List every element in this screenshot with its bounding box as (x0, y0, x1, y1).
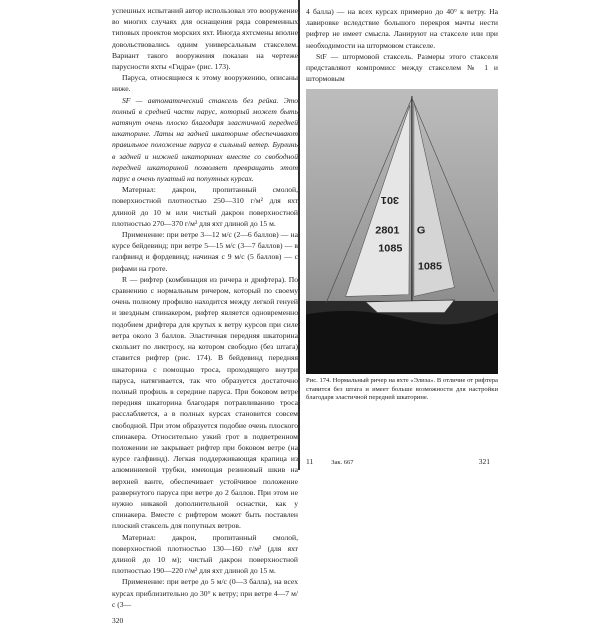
paragraph: StF — штормовой стаксель. Размеры этого стакселя представляют компромисс между стакселем № 1 и штормовым (306, 51, 498, 84)
order-number: Зак. 667 (331, 459, 354, 466)
figure-caption: Рис. 174. Нормальный ричер на яхте «Элиза». В отличие от рифтера ставится без штага и имеет больше возможности для настройки благодаря эластичной передней шкаторине. (306, 377, 498, 402)
paragraph: R — рифтер (комбинация из ричера и дрифтера). По сравнению с нормальным ричером, который по своему очень полному профилю находится между легкой генуей и звездным спинакером, рифтер является одновременно подобием дрифтера для крутых к ветру курсов при силе ветра около 3 баллов. Эластичная передняя шкаторина скользит по ликтросу, на котором свободно (без штага) ставится рифтер (рис. 174). В бейдевинд передняя шкаторина с помощью троса, проходящего внутри паруса, натягивается, так что образуется достаточно полный профиль в середине паруса. При боковом ветре передняя шкаторина благодаря потравливанию троса расслабляется, а в полных курсах становится совсем свободной. При этом образуется подобие очень плоского спинакера. Относительно узкий грот в подветренном положении не закрывает рифтер при боковом ветре (на курсе галфвинд). Легкая поддерживающая крапица из алюминиевой трубки, имеющая резиновый шкив на верхней ванте, обеспечивает устойчивое положение развернутого паруса при ветре до 2 баллов. При этом не нужно никакой дополнительной оснастки, как у спинакера. Вместе с рифтером может быть поставлен плоский стаксель для попутных ветров. (112, 274, 298, 531)
sail-number: 1085 (417, 262, 443, 273)
page-number: 321 (478, 457, 490, 466)
left-page (108, 0, 298, 637)
paragraph (112, 95, 298, 185)
paragraph: Паруса, относящиеся к этому вооружению, описаны ниже. (112, 73, 298, 94)
sail-number: 2801 (375, 226, 400, 237)
paragraph: успешных испытаний автор использовал это вооружение во многих случаях для оснащения ряда современных типовых проектов морских яхт. Иногда яхтсмены вполне довольствовались одним универсальным стакселем. Вариант такого вооружения показан на чертеже парусности яхты «Гидра» (рис. 173). (112, 6, 298, 72)
page-gutter-divider (298, 0, 300, 470)
page-number: 320 (112, 615, 124, 625)
right-page (302, 0, 498, 478)
hull (365, 300, 454, 313)
sail-number: 1085 (378, 244, 403, 255)
sail-number: 301 (380, 194, 400, 206)
signature-mark: 11 (306, 457, 314, 466)
right-page-text (306, 6, 498, 84)
paragraph: Применение: при ветре до 5 м/с (0—3 балла), на всех курсах приблизительно до 30° к ветру; при ветре 4—7 м/с (3— (112, 577, 298, 609)
paragraph: 4 балла) — на всех курсах примерно до 40° к ветру. На лавировке вследствие большого перекроя мачты нести рифтер не имеет смысла. Ланируют на стакселе или при необходимости на штормовом стакселе. (306, 7, 498, 50)
paragraph-text: SF — автоматический стаксель без рейка. Это полный в средней части парус, который может быть натянут очень плоско благодаря эластичной передней шкаторине. Латы на задней шкаторине обеспечивают правильное положение паруса в сильный ветер. Бурлинь в задней и нижней шкаторинах вместе со свободной передней шкаториной позволяет превращать этот парус в очень пузатый на попутных курсах. (112, 95, 298, 184)
sail-letter: G (416, 226, 426, 237)
right-footer (306, 451, 498, 478)
paragraph: Применение: при ветре 3—12 м/с (2—6 баллов) — на курсе бейдевинд; при ветре 5—15 м/с (3—7 баллов) — в галфвинд и фордевинд; начиная с 9 м/с (5 баллов) — с рифами на гроте. (112, 230, 298, 273)
paragraph: Материал: дакрон, пропитанный смолой, поверхностной плотностью 130—160 г/м² (для яхт длиной до 10 м); чистый дакрон поверхностной плотностью 190—220 г/м² для яхт длиной до 15 м. (112, 532, 298, 576)
left-footer (112, 610, 298, 637)
left-page-text (112, 5, 298, 610)
paragraph: Материал: дакрон, пропитанный смолой, поверхностной плотностью 250—310 г/м² для яхт длиной до 10 м или чистый дакрон поверхностной плотностью 270—370 г/м² для яхт длиной до 15 м. (112, 185, 298, 228)
yacht-photo (306, 89, 498, 374)
